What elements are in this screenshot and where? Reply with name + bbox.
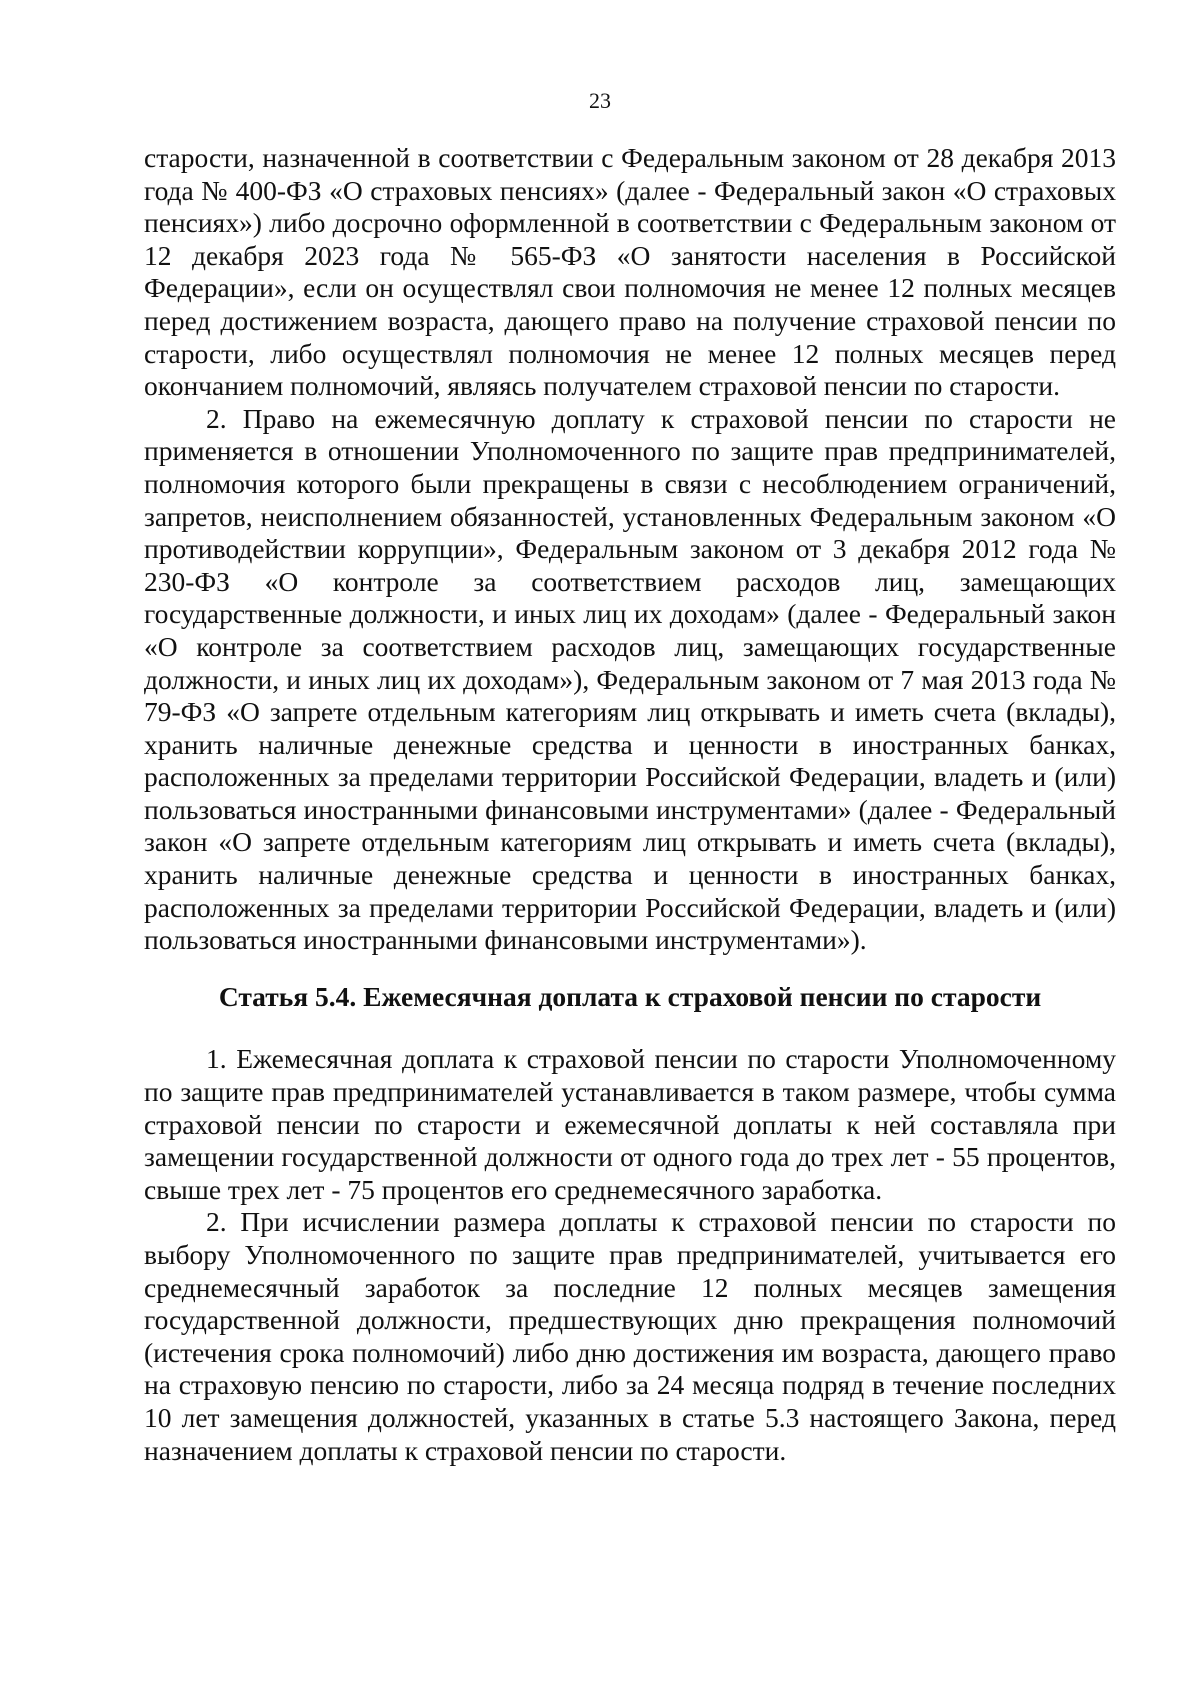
page-number: 23 <box>589 88 611 113</box>
article-paragraph-2: 2. При исчислении размера доплаты к страховой пенсии по старости по выбору Уполномоченного по защите прав предпринимателей, учитывается его среднемесячный заработок за последние 12 полных месяцев замещения государственной должности, предшествующих дню прекращения полномочий (истечения срока полномочий) либо дню достижения им возраста, дающего право на страховую пенсию по старости, либо за 24 месяца подряд в течение последних 10 лет замещения должностей, указанных в статье 5.3 настоящего Закона, перед назначением доплаты к страховой пенсии по старости. <box>144 1206 1116 1466</box>
paragraph-item-2: 2. Право на ежемесячную доплату к страховой пенсии по старости не применяется в отношении Уполномоченного по защите прав предпринимателей, полномочия которого были прекращены в связи с несоблюдением ограничений, запретов, неисполнением обязанностей, установленных Федеральным законом «О противодействии коррупции», Федеральным законом от 3 декабря 2012 года № 230-ФЗ «О контроле за соответствием расходов лиц, замещающих государственные должности, и иных лиц их доходам» (далее - Федеральный закон «О контроле за соответствием расходов лиц, замещающих государственные должности, и иных лиц их доходам»), Федеральным законом от 7 мая 2013 года № 79-ФЗ «О запрете отдельным категориям лиц открывать и иметь счета (вклады), хранить наличные денежные средства и ценности в иностранных банках, расположенных за пределами территории Российской Федерации, владеть и (или) пользоваться иностранными финансовыми инструментами» (далее - Федеральный закон «О запрете отдельным категориям лиц открывать и иметь счета (вклады), хранить наличные денежные средства и ценности в иностранных банках, расположенных за пределами территории Российской Федерации, владеть и (или) пользоваться иностранными финансовыми инструментами»). <box>144 402 1116 956</box>
document-body <box>144 142 1116 1467</box>
article-heading: Статья 5.4. Ежемесячная доплата к страховой пенсии по старости <box>218 980 1042 1012</box>
paragraph-continuation: старости, назначенной в соответствии с Федеральным законом от 28 декабря 2013 года № 400-ФЗ «О страховых пенсиях» (далее - Федеральный закон «О страховых пенсиях») либо досрочно оформленной в соответствии с Федеральным законом от 12 декабря 2023 года № 565-ФЗ «О занятости населения в Российской Федерации», если он осуществлял свои полномочия не менее 12 полных месяцев перед достижением возраста, дающего право на получение страховой пенсии по старости, либо осуществлял полномочия не менее 12 полных месяцев перед окончанием полномочий, являясь получателем страховой пенсии по старости. <box>144 142 1116 402</box>
article-paragraph-1: 1. Ежемесячная доплата к страховой пенсии по старости Уполномоченному по защите прав предпринимателей устанавливается в таком размере, чтобы сумма страховой пенсии по старости и ежемесячной доплаты к ней составляла при замещении государственной должности от одного года до трех лет - 55 процентов, свыше трех лет - 75 процентов его среднемесячного заработка. <box>144 1043 1116 1205</box>
